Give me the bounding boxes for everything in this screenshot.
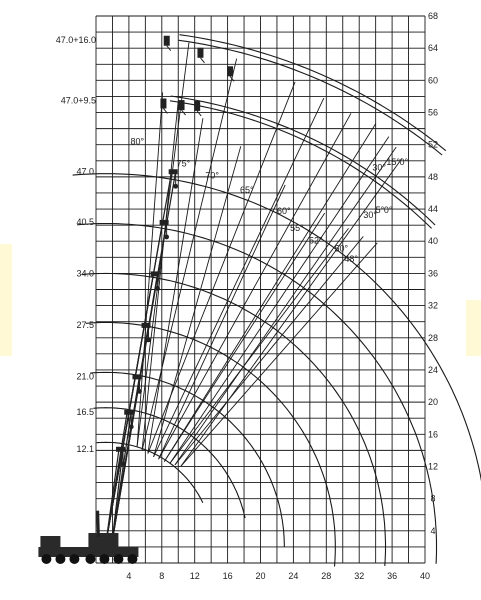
boom-line xyxy=(112,171,176,543)
x-tick-label: 16 xyxy=(222,571,233,581)
x-tick-label: 20 xyxy=(255,571,266,581)
jib-head xyxy=(197,48,203,58)
boom-length-label: 47.0+16.0 xyxy=(55,35,96,46)
boom-angle-label: 48° xyxy=(344,254,359,265)
jib-offset-label: 0° xyxy=(399,156,409,167)
y-tick-label: 60 xyxy=(427,75,439,86)
x-tick-label: 28 xyxy=(321,571,332,581)
truck-wheel xyxy=(69,554,79,564)
angle-ray xyxy=(170,228,348,463)
boom-angle-label: 70° xyxy=(205,170,220,181)
boom-length-label: 27.5 xyxy=(76,319,94,330)
boom-length-label: 47.0+9.5 xyxy=(60,95,96,106)
y-tick-label: 68 xyxy=(427,11,439,21)
boom-angle-label: 52° xyxy=(309,235,323,246)
boom-base xyxy=(98,511,99,537)
x-tick-label: 36 xyxy=(387,571,398,581)
jib-offset-label: 15° xyxy=(386,156,400,167)
angle-ray xyxy=(142,101,178,450)
jib-head xyxy=(194,101,200,111)
y-tick-label: 40 xyxy=(427,236,439,247)
boom-length-label: 12.1 xyxy=(76,443,94,454)
jib-offset-label: 30° xyxy=(363,209,377,220)
truck-wheel xyxy=(55,554,65,564)
y-tick-label: 16 xyxy=(427,429,439,440)
y-tick-label: 24 xyxy=(427,364,439,375)
y-tick-label: 8 xyxy=(430,493,436,504)
y-tick-label: 44 xyxy=(427,204,439,215)
jib-head xyxy=(160,98,166,108)
x-tick-label: 40 xyxy=(419,571,431,581)
y-tick-label: 28 xyxy=(427,332,439,343)
boom-length-label: 40.5 xyxy=(76,216,94,227)
hook-block xyxy=(173,184,178,189)
y-tick-label: 32 xyxy=(427,300,439,311)
y-tick-label: 56 xyxy=(427,107,439,118)
jib-offset-label: 5° xyxy=(375,205,385,216)
x-tick-label: 12 xyxy=(189,571,200,581)
boom-angle-label: 65° xyxy=(239,184,254,195)
y-tick-label: 48 xyxy=(427,171,439,182)
angle-ray xyxy=(181,243,378,467)
jib-head xyxy=(227,66,233,76)
x-tick-label: 4 xyxy=(126,571,132,581)
boom-angle-label: 75° xyxy=(176,158,191,169)
crane-truck xyxy=(38,511,138,564)
boom-length-label: 34.0 xyxy=(76,268,94,279)
truck-wheel xyxy=(113,554,123,564)
x-tick-label: 8 xyxy=(159,571,165,581)
jib-head xyxy=(164,36,170,46)
y-tick-label: 36 xyxy=(427,268,439,279)
angle-ray xyxy=(154,98,324,457)
boom-angle-rays xyxy=(137,43,402,467)
jib-envelope-16-0 xyxy=(180,35,446,151)
boom-angle-label: 80° xyxy=(130,136,145,147)
boom-length-label: 47.0 xyxy=(76,166,94,177)
truck-wheel xyxy=(41,554,51,564)
x-tick-label: 24 xyxy=(288,571,299,581)
y-tick-label: 20 xyxy=(427,397,439,408)
boom-angle-label: 55° xyxy=(290,222,304,233)
boom-angle-label: 60° xyxy=(276,205,291,216)
boom-length-label: 21.0 xyxy=(76,371,94,382)
y-tick-label: 64 xyxy=(427,43,439,54)
crane-house xyxy=(88,533,118,547)
angle-ray xyxy=(181,158,402,466)
boom-angle-label: 50° xyxy=(334,243,349,254)
y-tick-label: 4 xyxy=(430,525,436,536)
truck-wheel xyxy=(99,554,109,564)
y-tick-label: 12 xyxy=(427,461,439,472)
jib-offset-label: 30° xyxy=(372,162,386,173)
truck-cab xyxy=(40,536,60,548)
y-tick-label: 52 xyxy=(427,139,439,150)
truck-wheel xyxy=(85,554,95,564)
angle-ray xyxy=(175,236,363,464)
boom-length-label: 16.5 xyxy=(76,406,94,417)
jib-head xyxy=(179,100,185,110)
boom-head xyxy=(169,169,178,174)
jib-hook xyxy=(200,58,204,63)
jib-hook xyxy=(197,111,201,116)
x-tick-label: 32 xyxy=(354,571,365,581)
jib-offset-label: 0° xyxy=(383,205,393,216)
truck-wheel xyxy=(127,554,137,564)
grid xyxy=(96,16,425,563)
angle-ray xyxy=(164,124,375,462)
